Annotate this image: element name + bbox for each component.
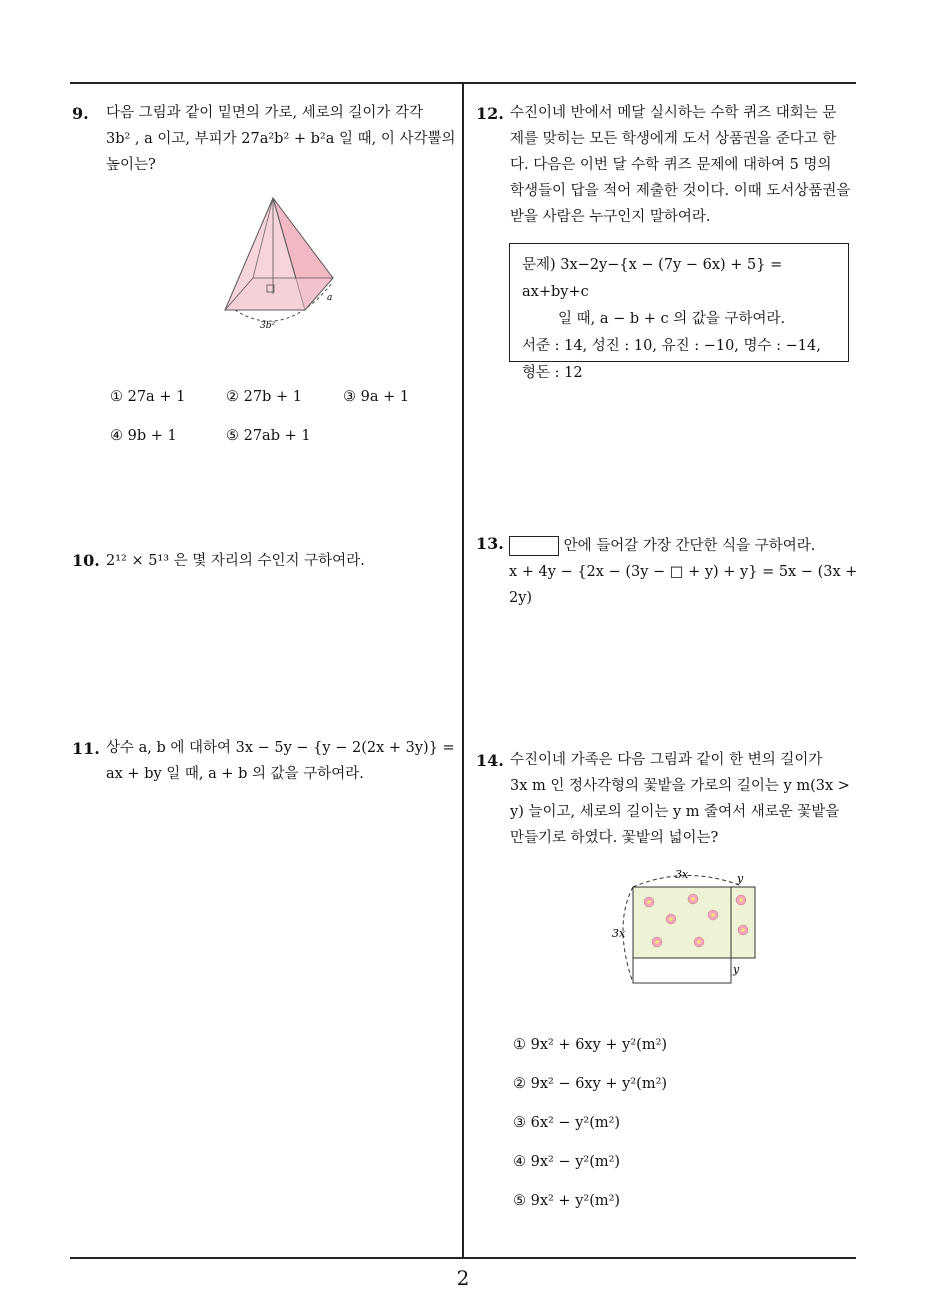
q12-line-4: 학생들이 답을 적어 제출한 것이다. 이때 도서상품권을 [510, 183, 851, 199]
q9-line-2: 3b² , a 이고, 부피가 27a²b² + b²a 일 때, 이 사각뿔의 [106, 131, 456, 147]
q12-problem-box [509, 243, 849, 381]
pyramid-label-a: a [327, 293, 333, 303]
q14-choice-4[interactable]: ④ 9x² − y²(m²) [513, 1154, 621, 1170]
q14-choice-2[interactable]: ② 9x² − 6xy + y²(m²) [513, 1076, 668, 1092]
page-number: 2 [456, 1266, 470, 1290]
q9-choice-2[interactable]: ② 27b + 1 [226, 389, 302, 405]
q14-choice-5[interactable]: ⑤ 9x² + y²(m²) [513, 1193, 621, 1209]
q11-text [106, 735, 456, 787]
q14-text [510, 747, 860, 851]
q10-text: 2¹² × 5¹³ 은 몇 자리의 수인지 구하여라. [106, 553, 365, 569]
garden-label-left: 3x [612, 927, 626, 940]
column-divider [462, 83, 464, 1259]
q11-line-2: ax + by 일 때, a + b 의 값을 구하여라. [106, 766, 364, 782]
q12-box-line-2: 일 때, a − b + c 의 값을 구하여라. [558, 311, 786, 327]
q9-choice-5[interactable]: ⑤ 27ab + 1 [226, 428, 311, 444]
q14-choice-3[interactable]: ③ 6x² − y²(m²) [513, 1115, 621, 1131]
q12-number: 12. [476, 104, 504, 123]
garden-label-right-bottom: y [733, 963, 740, 976]
pyramid-label-3b2: 3b² [260, 321, 276, 331]
q14-choice-1[interactable]: ① 9x² + 6xy + y²(m²) [513, 1037, 668, 1053]
q14-line-2: 3x m 인 정사각형의 꽃밭을 가로의 길이는 y m(3x > [510, 778, 850, 794]
q12-text [510, 100, 860, 230]
garden-label-top: 3x [675, 868, 689, 881]
q9-line-1: 다음 그림과 같이 밑면의 가로, 세로의 길이가 각각 [106, 105, 424, 121]
q9-text [106, 100, 456, 178]
q13-line-1 [509, 533, 859, 559]
q14-line-1: 수진이네 가족은 다음 그림과 같이 한 변의 길이가 [510, 752, 823, 768]
q14-line-4: 만들기로 하였다. 꽃밭의 넓이는? [510, 830, 719, 846]
q9-choice-1[interactable]: ① 27a + 1 [110, 389, 186, 405]
q12-box-line-1: 문제) 3x−2y−{x − (7y − 6x) + 5} = ax+by+c [522, 257, 783, 300]
q12-line-2: 제를 맞히는 모든 학생에게 도서 상품권을 준다고 한 [510, 131, 837, 147]
q9-choice-3[interactable]: ③ 9a + 1 [343, 389, 410, 405]
q13-line-1-text: 안에 들어갈 가장 간단한 식을 구하여라. [563, 538, 816, 554]
q11-number: 11. [72, 739, 100, 758]
q12-line-1: 수진이네 반에서 메달 실시하는 수학 퀴즈 대회는 문 [510, 105, 837, 121]
q11-line-1: 상수 a, b 에 대하여 3x − 5y − {y − 2(2x + 3y)} = [106, 740, 455, 756]
q13-number: 13. [476, 534, 504, 553]
q9-line-3: 높이는? [106, 157, 156, 173]
q9-choice-4[interactable]: ④ 9b + 1 [110, 428, 177, 444]
garden-figure [605, 865, 765, 995]
q12-line-3: 다. 다음은 이번 달 수학 퀴즈 문제에 대하여 5 명의 [510, 157, 832, 173]
q12-box-line-3: 서준 : 14, 성진 : 10, 유진 : −10, 명수 : −14, [522, 338, 821, 354]
bottom-rule [70, 1257, 856, 1259]
q12-box-line-4: 형돈 : 12 [522, 365, 583, 381]
q14-number: 14. [476, 751, 504, 770]
q12-line-5: 받을 사람은 누구인지 말하여라. [510, 209, 711, 225]
pyramid-figure [215, 190, 345, 335]
q13-answer-blank[interactable] [509, 536, 559, 556]
garden-label-right-top: y [737, 872, 744, 885]
q9-number: 9. [72, 104, 89, 123]
q13-line-2: x + 4y − {2x − (3y − □ + y) + y} = 5x − (3x + 2y) [509, 564, 858, 606]
q13-text [509, 533, 859, 611]
q14-line-3: y) 늘이고, 세로의 길이는 y m 줄여서 새로운 꽃밭을 [510, 804, 840, 820]
q10-number: 10. [72, 551, 100, 570]
